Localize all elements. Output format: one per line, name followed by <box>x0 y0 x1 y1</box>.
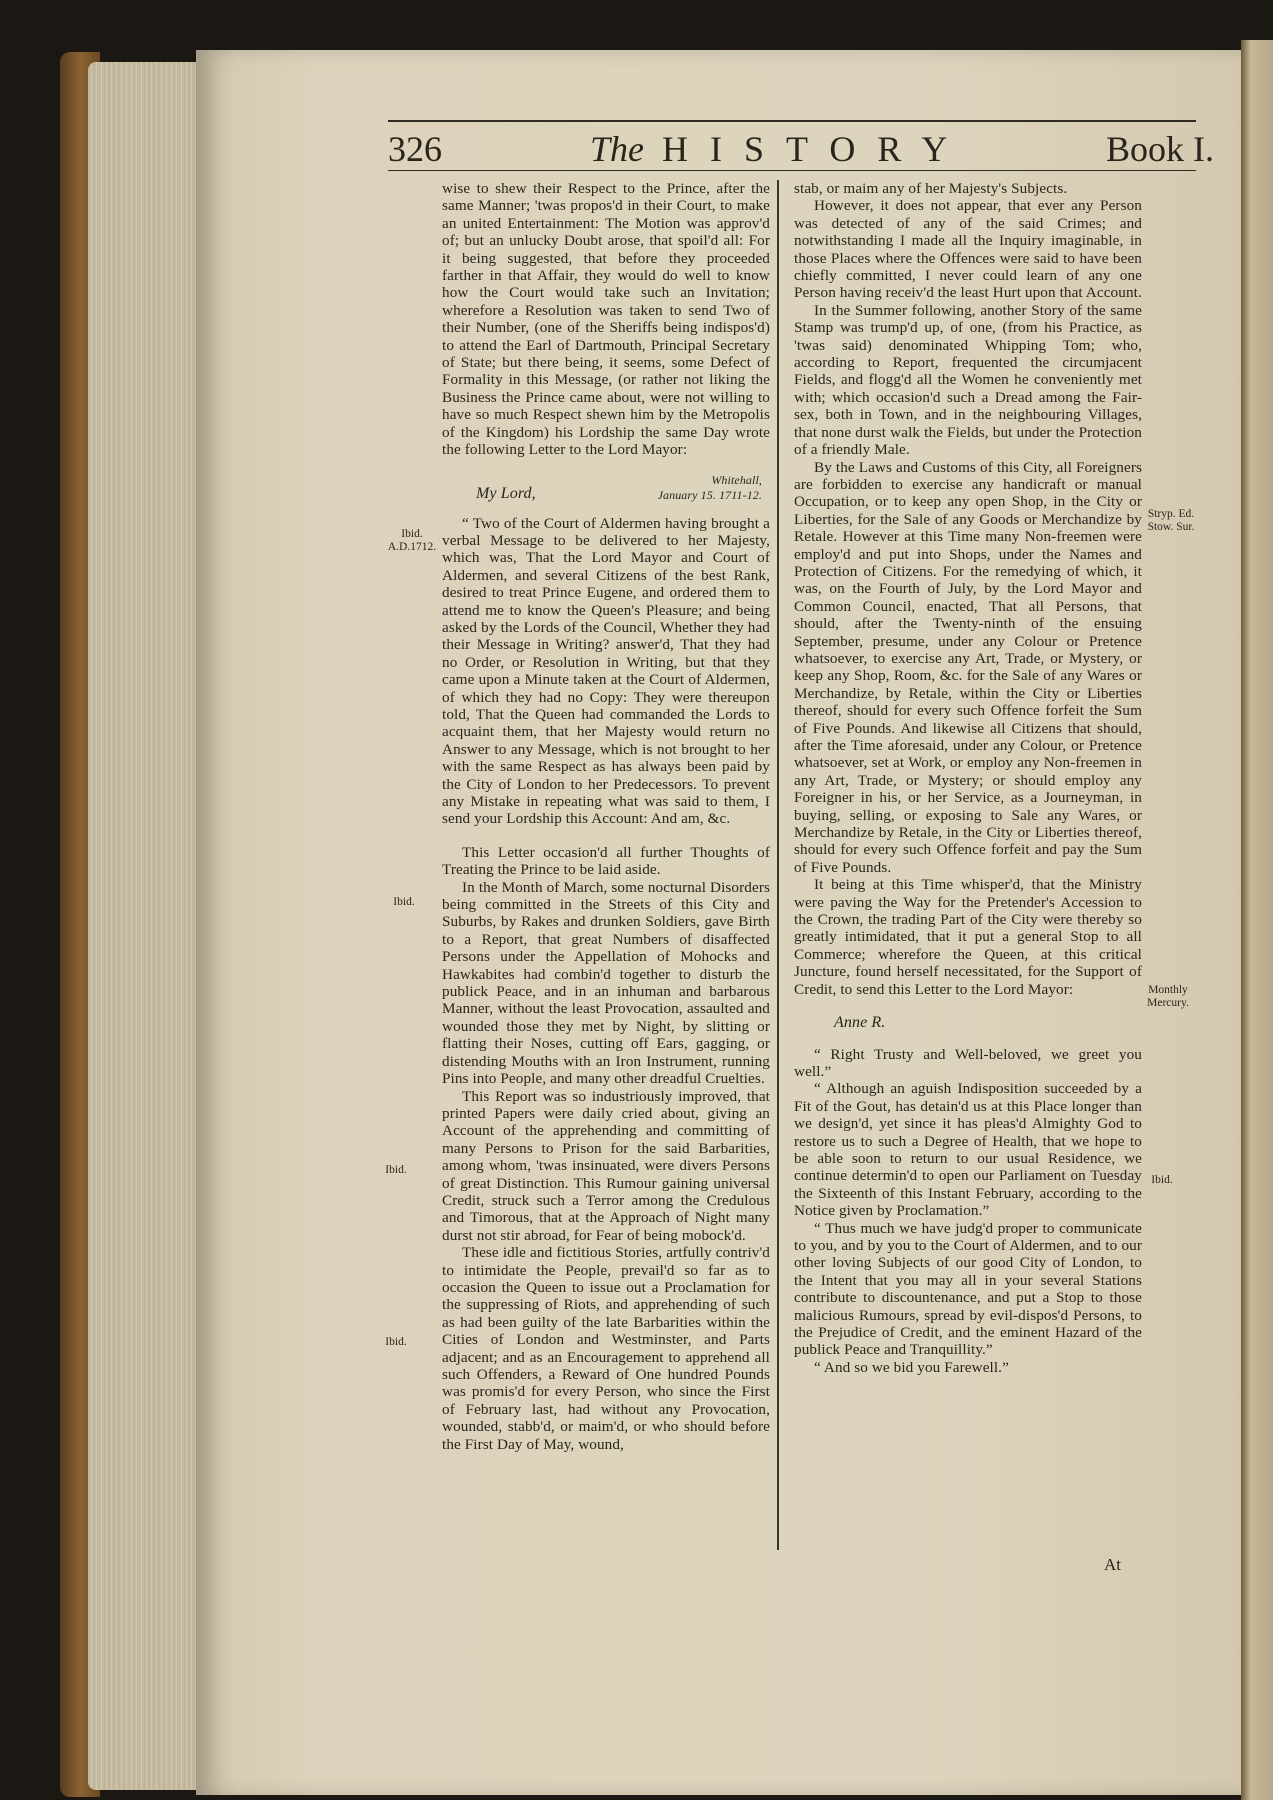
facing-page-edge <box>1241 40 1273 1800</box>
margin-note-ibid: Ibid. <box>385 1164 407 1176</box>
margin-note-source <box>1142 508 1200 534</box>
paragraph: stab, or maim any of her Majesty's Subjects. <box>794 180 1068 197</box>
salutation: My Lord, <box>476 484 536 502</box>
paragraph: However, it does not appear, that ever any Person was detected of any of the said Crimes; and notwithstanding I made all the Inquiry imaginable, in those Places where the Offences were said to have been chiefly committed, I never could learn of any one Person having receiv'd the least Hurt upon that Account. <box>794 197 1142 302</box>
running-title-main: HISTORY <box>662 129 970 169</box>
left-column <box>442 180 770 1453</box>
letter-date <box>658 473 762 503</box>
margin-note-line: Mercury. <box>1147 997 1189 1009</box>
catchword: At <box>1104 1555 1121 1574</box>
date-day: January 15. 1711-12. <box>657 487 762 502</box>
running-title-the: The <box>590 129 644 169</box>
letter-heading <box>442 473 770 511</box>
margin-note-ibid <box>384 528 440 554</box>
paragraph: By the Laws and Customs of this City, all Foreigners are forbidden to exercise any handicraft or manual Occupation, or to keep any open Shop, in the City or Liberties, for the Sale of any Goods or Merchandize by Retale. However at this Time many Non-freemen were employ'd and put into Shops, under the Names and Protection of Citizens. For the remedying of which, it was, on the Fourth of July, by the Lord Mayor and Common Council, enacted, That all Persons, that should, after the Twenty-ninth of the ensuing September, presume, under any Colour or Pretence whatsoever, to exercise any Art, Trade, or Mystery, or keep any Shop, Room, &c. for the Sale of any Wares or Merchandize, by Retale, within the City or Liberties thereof, should for every such Offence forfeit the Sum of Five Pounds. And likewise all Citizens that should, after the Time aforesaid, under any Colour, or Pretence whatsoever, set at Work, or employ any Non-freemen in any Art, Trade, or Mystery; or should employ any Foreigner in his, or her Service, as a Journeyman, in buying, selling, or exposing to Sale any Wares, or Merchandize by Retale, in the City or Liberties thereof, should for every such Offence forfeit and pay the Sum of Five Pounds. <box>794 458 1142 876</box>
right-column <box>794 180 1142 1376</box>
quote-paragraph: “ Thus much we have judg'd proper to communicate to you, and by you to the Court of Aldermen, and to our other loving Subjects of our good City of London, to the Intent that you may all in your several Stations contribute to discountenance, and put a Stop to those malicious Rumours, spread by evil-dispos'd Persons, to the Prejudice of Credit, and the eminent Hazard of the publick Peace and Tranquillity.” <box>794 1219 1142 1359</box>
margin-note-ibid: Ibid. <box>385 1336 407 1348</box>
paragraph: In the Summer following, another Story of the same Stamp was trump'd up, of one, (from his Practice, as 'twas said) denominated Whipping Tom; who, according to Report, frequented the circumjacent Fields, and flogg'd all the Women he conveniently met with; which occasion'd such a Dread among the Fair-sex, both in Town, and in the neighbouring Villages, that none durst walk the Fields, but under the Protection of a friendly Male. <box>794 301 1142 459</box>
header-rule-top <box>388 120 1196 122</box>
page-stack-edge <box>88 62 200 1790</box>
royal-signature: Anne R. <box>834 1014 886 1032</box>
margin-note-line: Stryp. Ed. <box>1147 508 1195 520</box>
margin-note-ibid: Ibid. <box>1151 1174 1173 1186</box>
running-title <box>590 128 969 170</box>
margin-note-line: Ibid. <box>401 528 423 540</box>
quote-paragraph: “ And so we bid you Farewell.” <box>814 1358 1009 1376</box>
margin-note-ibid: Ibid. <box>393 896 415 908</box>
paragraph: In the Month of March, some nocturnal Disorders being committed in the Streets of this City and Suburbs, by Rakes and drunken Soldiers, gave Birth to a Report, that great Numbers of disaffected Persons under the Appellation of Mohocks and Hawkabites had combin'd together to disturb the publick Peace, and in an inhuman and barbarous Manner, without the least Provocation, assaulted and wounded those they met by Night, by slitting or flatting their Noses, cutting off Ears, gagging, or distending Mouths with an Iron Instrument, running Pins into People, and many other dreadful Cruelties. <box>442 878 770 1088</box>
quote-paragraph: “ Although an aguish Indisposition succeeded by a Fit of the Gout, has detain'd us at this Place longer than we design'd, yet since it has pleas'd Almighty God to restore us to such a Degree of Health, that we hope to be able soon to return to our usual Residence, we continue determin'd to open our Parliament on Tuesday the Sixteenth of this Instant February, according to the Notice given by Proclamation.” <box>794 1080 1142 1220</box>
book-label: Book I. <box>1106 129 1214 169</box>
column-divider <box>777 180 779 1550</box>
margin-note-source <box>1140 984 1196 1010</box>
header-rule-bottom <box>388 170 1196 171</box>
margin-note-line: A.D.1712. <box>387 541 437 553</box>
paragraph: It being at this Time whisper'd, that the Ministry were paving the Way for the Pretender's Accession to the Crown, the trading Part of the City were thereby so greatly intimidated, that it put a general Stop to all Commerce; wherefore the Queen, at this critical Juncture, found herself necessitated, for the Support of Credit, to send this Letter to the Lord Mayor: <box>794 876 1142 998</box>
paragraph: This Letter occasion'd all further Thoughts of Treating the Prince to be laid aside. <box>442 843 770 879</box>
paragraph: wise to shew their Respect to the Prince, after the same Manner; 'twas propos'd in their Court, to make an united Entertainment: The Motion was approv'd of; but an unlucky Doubt arose, that spoil'd all: For it being suggested, that before they proceeded farther in that Affair, they would do well to know how the Court would take such an Invitation; wherefore a Resolution was taken to send Two of their Number, (one of the Sheriffs being indispos'd) to attend the Earl of Dartmouth, Principal Secretary of State; but there being, it seems, some Defect of Formality in this Message, (or rather not liking the Business the Prince came about, were not willing to have so much Respect shewn him by the Metropolis of the Kingdom) his Lordship the same Day wrote the following Letter to the Lord Mayor: <box>442 180 770 459</box>
page-number: 326 <box>388 129 442 169</box>
margin-note-line: Monthly <box>1148 984 1188 996</box>
margin-note-line: Stow. Sur. <box>1147 521 1195 533</box>
date-place: Whitehall, <box>711 472 762 487</box>
quote-paragraph: “ Right Trusty and Well-beloved, we greet you well.” <box>794 1045 1142 1080</box>
paragraph: This Report was so industriously improved, that printed Papers were daily cried about, giving an Account of the apprehending and committing of many Persons to Prison for the said Barbarities, among whom, 'twas insinuated, were divers Persons of great Distinction. This Rumour gaining universal Credit, struck such a Terror among the Credulous and Timorous, that at the Approach of Night many durst not stir abroad, for Fear of being mobock'd. <box>442 1087 770 1244</box>
paragraph: These idle and fictitious Stories, artfully contriv'd to intimidate the People, prevail'd so far as to occasion the Queen to issue out a Proclamation for the suppressing of Riots, and apprehending of such as had been guilty of the late Barbarities within the Cities of London and Westminster, and Parts adjacent; and as an Encouragement to apprehend all such Offenders, a Reward of One hundred Pounds was promis'd for every Person, who since the First of February last, had without any Provocation, wounded, stabb'd, or maim'd, or who should before the First Day of May, wound, <box>442 1244 770 1453</box>
letter-body: “ Two of the Court of Aldermen having brought a verbal Message to be delivered to her Majesty, which was, That the Lord Mayor and Court of Aldermen, and several Citizens of the best Rank, desired to treat Prince Eugene, and ordered them to attend me to know the Queen's Pleasure; and being asked by the Lords of the Council, Whether they had their Message in Writing? answer'd, That they had no Order, or Resolution in Writing, but that they came upon a Minute taken at the Court of Aldermen, of which they had no Copy: They were thereupon told, That the Queen had commanded the Lords to acquaint them, that her Majesty would return no Answer to any Message, which is not brought to her with the same Respect as has always been paid by the City of London to her Predecessors. To prevent any Mistake in repeating what was said to them, I send your Lordship this Account: And am, &c. <box>442 514 770 828</box>
